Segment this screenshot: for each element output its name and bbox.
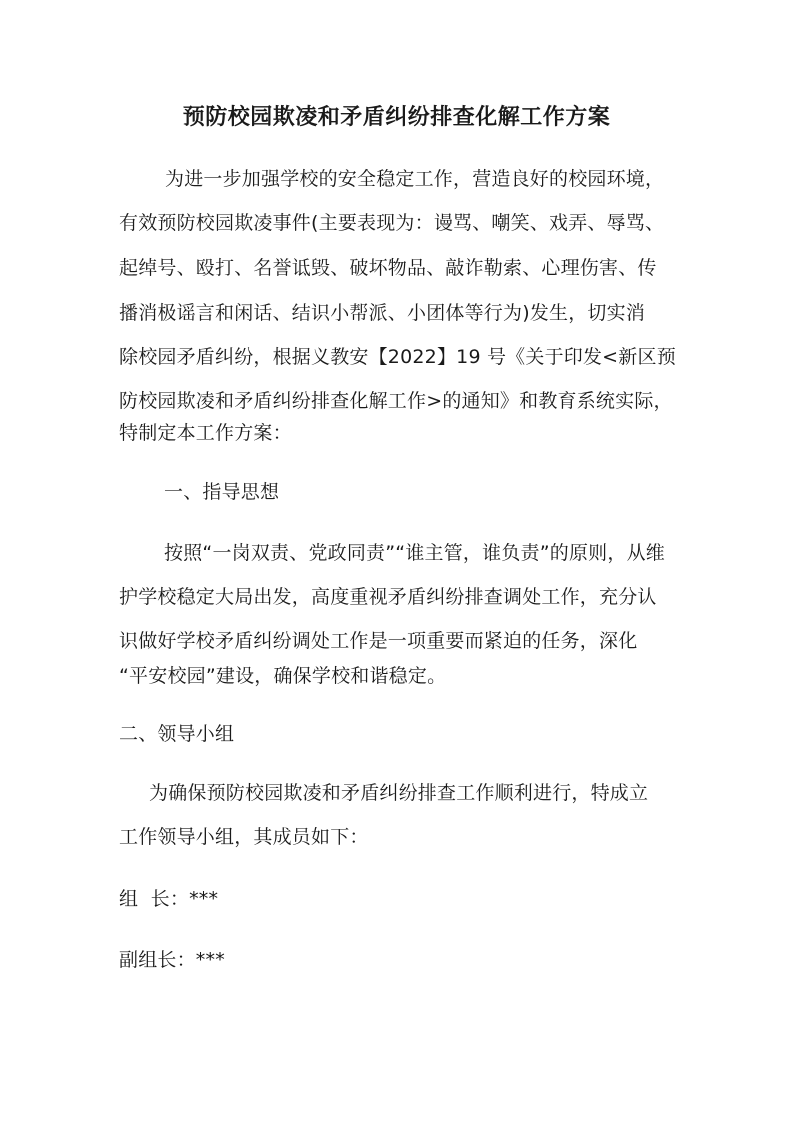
intro-line: 防校园欺凌和矛盾纠纷排查化解工作>的通知》和教育系统实际， xyxy=(119,390,673,412)
intro-line: 除校园矛盾纠纷，根据义教安【2022】19 号《关于印发<新区预 xyxy=(119,346,676,368)
leader-line: 组 长：*** xyxy=(119,888,219,910)
section1-line: 识做好学校矛盾纠纷调处工作是一项重要而紧迫的任务，深化 xyxy=(119,630,638,652)
section1-line: “平安校园”建设，确保学校和谐稳定。 xyxy=(119,665,447,687)
section2-line: 为确保预防校园欺凌和矛盾纠纷排查工作顺利进行，特成立 xyxy=(149,782,649,804)
section1-line: 护学校稳定大局出发，高度重视矛盾纠纷排查调处工作，充分认 xyxy=(119,586,657,608)
section1-line: 按照“一岗双责、党政同责”“谁主管，谁负责”的原则，从维 xyxy=(164,542,665,564)
document-title: 预防校园欺凌和矛盾纠纷排查化解工作方案 xyxy=(182,105,611,130)
section-heading-guiding-ideology: 一、指导思想 xyxy=(164,481,280,503)
intro-line: 播消极谣言和闲话、结识小帮派、小团体等行为)发生，切实消 xyxy=(119,302,646,324)
section2-line: 工作领导小组，其成员如下： xyxy=(119,826,369,848)
intro-line: 起绰号、殴打、名誉诋毁、破坏物品、敲诈勒索、心理伤害、传 xyxy=(119,257,657,279)
section-heading-leadership-group: 二、领导小组 xyxy=(119,723,235,745)
intro-line: 为进一步加强学校的安全稳定工作，营造良好的校园环境， xyxy=(165,168,665,190)
intro-line: 特制定本工作方案： xyxy=(119,422,292,444)
intro-line: 有效预防校园欺凌事件(主要表现为：谩骂、嘲笑、戏弄、辱骂、 xyxy=(119,212,665,234)
deputy-leader-line: 副组长：*** xyxy=(119,949,225,971)
